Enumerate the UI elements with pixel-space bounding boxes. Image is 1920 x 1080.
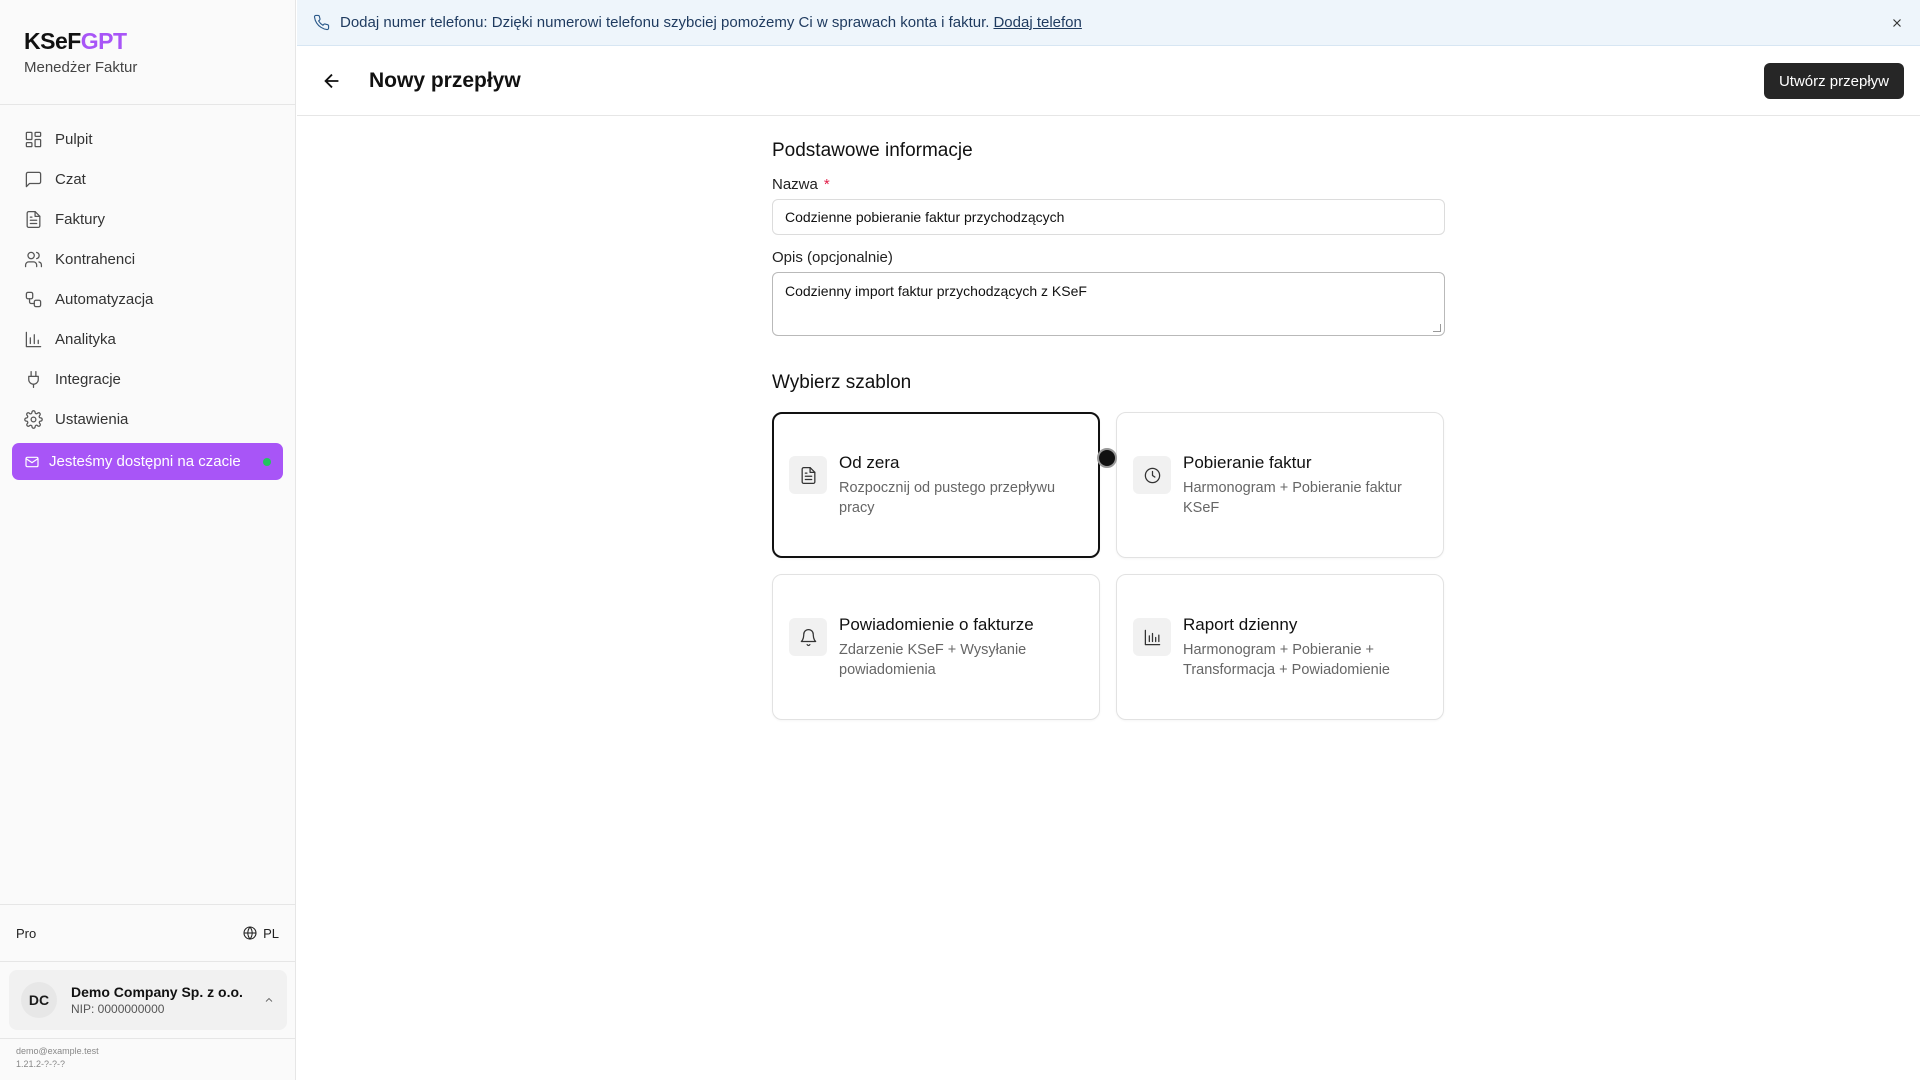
divider: [0, 1038, 295, 1039]
chart-icon: [24, 330, 43, 349]
dashboard-icon: [24, 130, 43, 149]
users-icon: [24, 250, 43, 269]
sidebar-item-label: Analityka: [55, 330, 116, 348]
chat-icon: [24, 170, 43, 189]
company-switcher[interactable]: [9, 970, 287, 1030]
sidebar-item-label: Pulpit: [55, 130, 93, 148]
chevron-up-icon: [263, 994, 275, 1006]
app-version: 1.21.2-?-?-?: [16, 1059, 66, 1069]
description-label: Opis (opcjonalnie): [772, 249, 893, 266]
logo-text-ksef: KSeF: [24, 28, 81, 54]
language-switcher[interactable]: [242, 925, 279, 941]
gear-icon: [24, 410, 43, 429]
name-label-text: Nazwa: [772, 176, 818, 193]
add-phone-link[interactable]: Dodaj telefon: [993, 14, 1082, 31]
template-description: Rozpocznij od pustego przepływu pracy: [839, 480, 1056, 516]
template-title: Powiadomienie o fakturze: [839, 615, 1034, 634]
sidebar-item-integracje[interactable]: [12, 359, 283, 399]
online-status-dot: [263, 458, 271, 466]
company-name: Demo Company Sp. z o.o.: [71, 984, 243, 1000]
language-code: PL: [263, 925, 279, 941]
sidebar-item-label: Integracje: [55, 370, 121, 388]
brand: [0, 0, 295, 105]
sidebar-item-czat[interactable]: [12, 159, 283, 199]
template-card-raport-dzienny[interactable]: [1116, 574, 1444, 720]
template-heading: Wybierz szablon: [772, 372, 912, 393]
sidebar-item-faktury[interactable]: [12, 199, 283, 239]
flow-form: [772, 140, 1445, 720]
brand-subtitle: Menedżer Faktur: [24, 59, 138, 76]
template-title: Od zera: [839, 453, 900, 472]
page-header: [297, 47, 1920, 116]
back-arrow-icon[interactable]: [321, 70, 343, 92]
sidebar-item-pulpit[interactable]: [12, 119, 283, 159]
description-field-value: Codzienny import faktur przychodzących z KSeF: [785, 283, 1087, 299]
template-icon-box: [1133, 456, 1171, 494]
page-title: Nowy przepływ: [369, 69, 521, 92]
account-footer: [16, 1045, 99, 1071]
clock-icon: [1143, 466, 1162, 485]
sidebar-item-label: Automatyzacja: [55, 290, 154, 308]
template-icon-box: [789, 618, 827, 656]
template-title: Raport dzienny: [1183, 615, 1298, 634]
sidebar-item-label: Czat: [55, 170, 86, 188]
close-icon[interactable]: [1890, 16, 1904, 30]
sidebar-item-label: Ustawienia: [55, 410, 129, 428]
phone-banner: [297, 0, 1920, 46]
template-icon-box: [1133, 618, 1171, 656]
required-marker: *: [823, 176, 830, 193]
avatar: DC: [21, 982, 57, 1018]
sidebar-item-ustawienia[interactable]: [12, 399, 283, 439]
template-card-od-zera[interactable]: [772, 412, 1100, 558]
sidebar-item-automatyzacja[interactable]: [12, 279, 283, 319]
template-grid: [772, 412, 1445, 720]
template-icon-box: [789, 456, 827, 494]
document-icon: [799, 466, 818, 485]
description-field[interactable]: [772, 272, 1445, 336]
banner-text: Dodaj numer telefonu: Dzięki numerowi telefonu szybciej pomożemy Ci w sprawach konta i faktur.: [340, 14, 990, 31]
bell-icon: [799, 628, 818, 647]
template-description: Harmonogram + Pobieranie + Transformacja + Powiadomienie: [1183, 642, 1390, 678]
chat-available-button[interactable]: [12, 443, 283, 480]
template-card-pobieranie-faktur[interactable]: [1116, 412, 1444, 558]
template-description: Harmonogram + Pobieranie faktur KSeF: [1183, 480, 1402, 516]
sidebar-item-analityka[interactable]: [12, 319, 283, 359]
logo-text-gpt: GPT: [80, 28, 127, 54]
plug-icon: [24, 370, 43, 389]
template-title: Pobieranie faktur: [1183, 453, 1312, 472]
chat-available-label: Jesteśmy dostępni na czacie: [49, 453, 241, 470]
sidebar: [0, 0, 296, 1080]
name-field-value: Codzienne pobieranie faktur przychodzących: [785, 209, 1065, 225]
sidebar-item-label: Kontrahenci: [55, 250, 136, 268]
logo[interactable]: [24, 28, 271, 55]
name-label: [772, 176, 1445, 193]
sidebar-item-kontrahenci[interactable]: [12, 239, 283, 279]
globe-icon: [242, 925, 258, 941]
template-description: Zdarzenie KSeF + Wysyłanie powiadomienia: [839, 642, 1027, 678]
company-nip: NIP: 0000000000: [71, 1002, 165, 1016]
sidebar-item-label: Faktury: [55, 210, 106, 228]
name-field[interactable]: [772, 199, 1445, 235]
phone-icon: [313, 14, 330, 31]
sidebar-nav: [0, 105, 295, 480]
create-flow-button[interactable]: Utwórz przepływ: [1764, 63, 1904, 99]
plan-badge: Pro: [16, 925, 37, 941]
bar-chart-icon: [1143, 628, 1162, 647]
mouse-cursor: [1097, 448, 1117, 468]
user-email: demo@example.test: [16, 1046, 99, 1056]
basic-info-heading: Podstawowe informacje: [772, 140, 973, 161]
plan-row: [0, 904, 295, 962]
workflow-icon: [24, 290, 43, 309]
resize-handle[interactable]: [1433, 324, 1441, 332]
mail-icon: [24, 454, 40, 470]
template-card-powiadomienie[interactable]: [772, 574, 1100, 720]
document-icon: [24, 210, 43, 229]
